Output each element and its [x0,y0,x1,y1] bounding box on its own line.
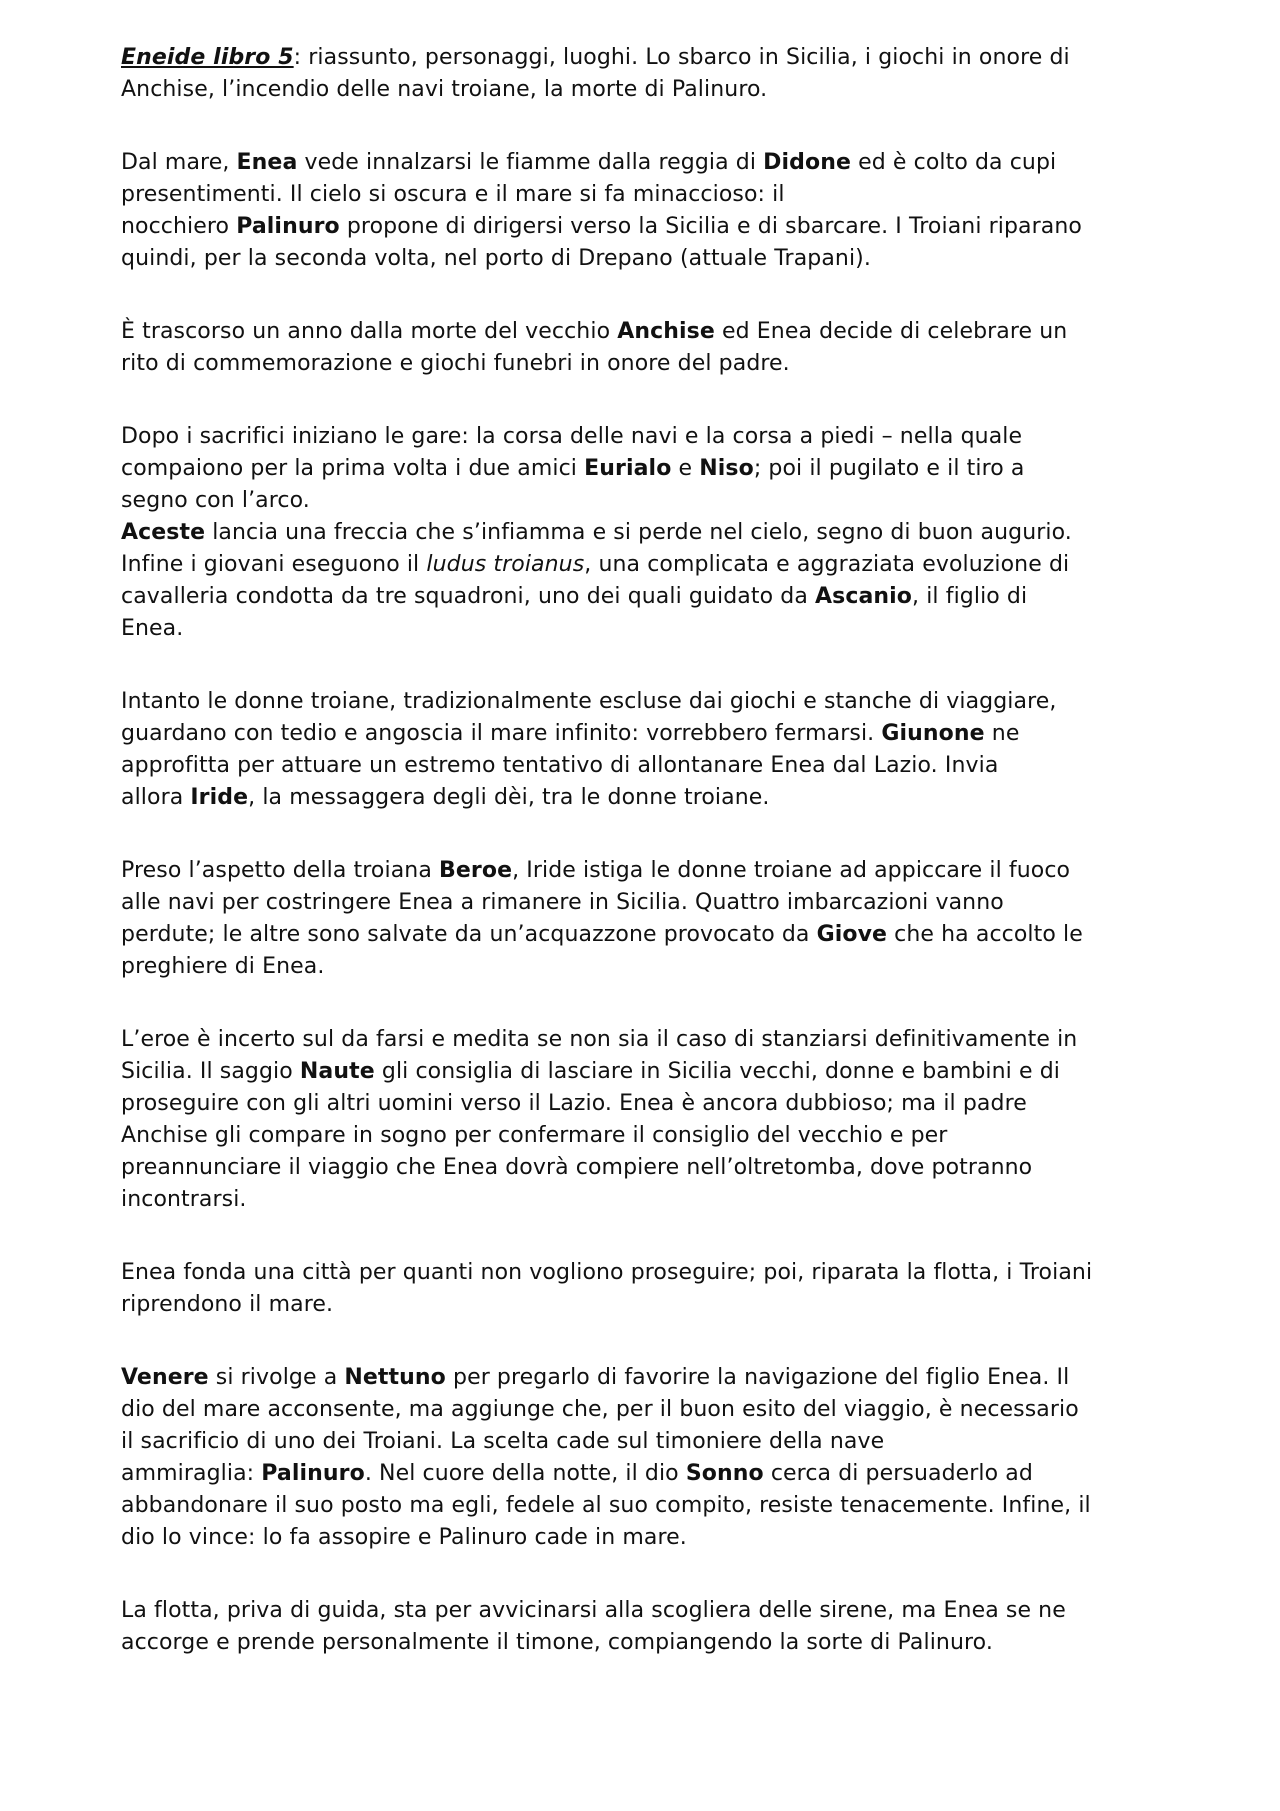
text-line [121,951,1171,983]
text-line [121,1257,1171,1289]
text-line [121,74,1171,106]
text-span: , una complicata e aggraziata evoluzione di [584,552,1070,577]
text-span: dio lo vince: lo fa assopire e Palinuro cade in mare. [121,1525,687,1550]
text-span: approfitta per attuare un estremo tentativo di allontanare Enea dal Lazio. Invia [121,753,999,778]
bold-name: Beroe [439,858,513,883]
text-span: Sicilia. Il saggio [121,1059,300,1084]
text-span: incontrarsi. [121,1187,247,1212]
text-span: preannunciare il viaggio che Enea dovrà compiere nell’oltretomba, dove potranno [121,1155,1033,1180]
bold-name: Enea [236,150,298,175]
bold-name: Anchise [617,319,715,344]
bold-name: Palinuro [236,214,340,239]
text-span: lancia una freccia che s’infiamma e si perde nel cielo, segno di buon augurio. [205,520,1072,545]
text-span: accorge e prende personalmente il timone, compiangendo la sorte di Palinuro. [121,1630,993,1655]
text-span: Preso l’aspetto della troiana [121,858,440,883]
text-span: che ha accolto le [887,922,1083,947]
text-span: presentimenti. Il cielo si oscura e il mare si fa minaccioso: il [121,182,785,207]
text-span: L’eroe è incerto sul da farsi e medita se non sia il caso di stanziarsi definitivamente in [121,1027,1078,1052]
text-span: Anchise, l’incendio delle navi troiane, la morte di Palinuro. [121,77,768,102]
text-line [121,1289,1171,1321]
text-span: nocchiero [121,214,237,239]
text-span: Infine i giovani eseguono il [121,552,427,577]
text-span: riprendono il mare. [121,1292,334,1317]
text-line [121,855,1171,887]
text-span: perdute; le altre sono salvate da un’acquazzone provocato da [121,922,817,947]
bold-name: Niso [699,456,754,481]
paragraph [121,147,1171,275]
text-line [121,782,1171,814]
text-span: dio del mare acconsente, ma aggiunge che, per il buon esito del viaggio, è necessario [121,1397,1079,1422]
text-line [121,453,1171,485]
text-line [121,750,1171,782]
text-line [121,1088,1171,1120]
text-line [121,718,1171,750]
text-span: per pregarlo di favorire la navigazione del figlio Enea. Il [445,1365,1070,1390]
text-line [121,179,1171,211]
text-line [121,211,1171,243]
text-span: , la messaggera degli dèi, tra le donne troiane. [248,785,770,810]
bold-name: Giove [816,922,888,947]
text-span: alle navi per costringere Enea a rimanere in Sicilia. Quattro imbarcazioni vanno [121,890,1004,915]
paragraph [121,316,1171,380]
text-span: compaiono per la prima volta i due amici [121,456,585,481]
text-span: ne [984,721,1020,746]
text-span: gli consiglia di lasciare in Sicilia vecchi, donne e bambini e di [374,1059,1060,1084]
text-line [121,348,1171,380]
text-line [121,1394,1171,1426]
text-line [121,549,1171,581]
paragraph [121,517,1171,645]
text-line [121,1152,1171,1184]
text-span: , il figlio di [912,584,1028,609]
text-span: Dopo i sacrifici iniziano le gare: la corsa delle navi e la corsa a piedi – nella quale [121,424,1023,449]
paragraph [121,1595,1171,1659]
text-span: ammiraglia: [121,1461,262,1486]
text-line [121,1056,1171,1088]
text-line [121,42,1171,74]
text-line [121,1627,1171,1659]
bold-name: Naute [299,1059,375,1084]
text-line [121,1362,1171,1394]
text-span: proseguire con gli altri uomini verso il Lazio. Enea è ancora dubbioso; ma il padre [121,1091,1027,1116]
bold-name: Nettuno [344,1365,446,1390]
text-span: e [671,456,700,481]
text-line [121,887,1171,919]
paragraph [121,1257,1171,1321]
paragraph [121,1024,1171,1216]
text-line [121,1458,1171,1490]
text-line [121,1490,1171,1522]
text-line [121,1024,1171,1056]
paragraph [121,1362,1171,1554]
text-span: vede innalzarsi le fiamme dalla reggia di [297,150,764,175]
text-span: Enea fonda una città per quanti non vogliono proseguire; poi, riparata la flotta, i Troiani [121,1260,1093,1285]
text-span: ; poi il pugilato e il tiro a [753,456,1025,481]
bold-name: Sonno [685,1461,764,1486]
text-span: Intanto le donne troiane, tradizionalmente escluse dai giochi e stanche di viaggiare, [121,689,1057,714]
document-title: Eneide libro 5 [121,45,294,70]
text-span: si rivolge a [208,1365,345,1390]
bold-name: Ascanio [815,584,913,609]
text-line [121,686,1171,718]
text-line [121,1595,1171,1627]
text-span: cavalleria condotta da tre squadroni, uno dei quali guidato da [121,584,815,609]
text-line [121,517,1171,549]
bold-name: Giunone [881,721,985,746]
text-line [121,421,1171,453]
paragraph [121,686,1171,814]
text-span: guardano con tedio e angoscia il mare infinito: vorrebbero fermarsi. [121,721,882,746]
text-span: ed Enea decide di celebrare un [714,319,1068,344]
text-line [121,581,1171,613]
text-line [121,243,1171,275]
text-span: abbandonare il suo posto ma egli, fedele al suo compito, resiste tenacemente. Infine, il [121,1493,1091,1518]
paragraph [121,421,1171,517]
text-line [121,613,1171,645]
text-span: propone di dirigersi verso la Sicilia e di sbarcare. I Troiani riparano [339,214,1082,239]
document-body [121,42,1171,1659]
text-line [121,1184,1171,1216]
text-line [121,1522,1171,1554]
text-span: quindi, per la seconda volta, nel porto di Drepano (attuale Trapani). [121,246,871,271]
bold-name: Iride [190,785,249,810]
bold-name: Didone [763,150,852,175]
text-span: Dal mare, [121,150,237,175]
text-span: Anchise gli compare in sogno per confermare il consiglio del vecchio e per [121,1123,948,1148]
italic-term: ludus troianus [426,552,585,577]
text-span: È trascorso un anno dalla morte del vecchio [121,319,618,344]
bold-name: Venere [121,1365,209,1390]
text-line [121,485,1171,517]
bold-name: Aceste [121,520,206,545]
text-line [121,1426,1171,1458]
paragraph [121,42,1171,106]
text-span: ed è colto da cupi [851,150,1057,175]
text-span: : riassunto, personaggi, luoghi. Lo sbarco in Sicilia, i giochi in onore di [293,45,1070,70]
text-span: il sacrificio di uno dei Troiani. La scelta cade sul timoniere della nave [121,1429,885,1454]
text-line [121,1120,1171,1152]
text-span: , Iride istiga le donne troiane ad appiccare il fuoco [512,858,1071,883]
text-span: Enea. [121,616,184,641]
text-span: preghiere di Enea. [121,954,325,979]
text-span: . Nel cuore della notte, il dio [364,1461,686,1486]
text-span: cerca di persuaderlo ad [763,1461,1033,1486]
text-span: allora [121,785,191,810]
text-span: segno con l’arco. [121,488,310,513]
bold-name: Eurialo [584,456,672,481]
text-span: La flotta, priva di guida, sta per avvicinarsi alla scogliera delle sirene, ma Enea se ne [121,1598,1066,1623]
text-span: rito di commemorazione e giochi funebri in onore del padre. [121,351,790,376]
bold-name: Palinuro [261,1461,365,1486]
text-line [121,919,1171,951]
text-line [121,316,1171,348]
text-line [121,147,1171,179]
paragraph [121,855,1171,983]
